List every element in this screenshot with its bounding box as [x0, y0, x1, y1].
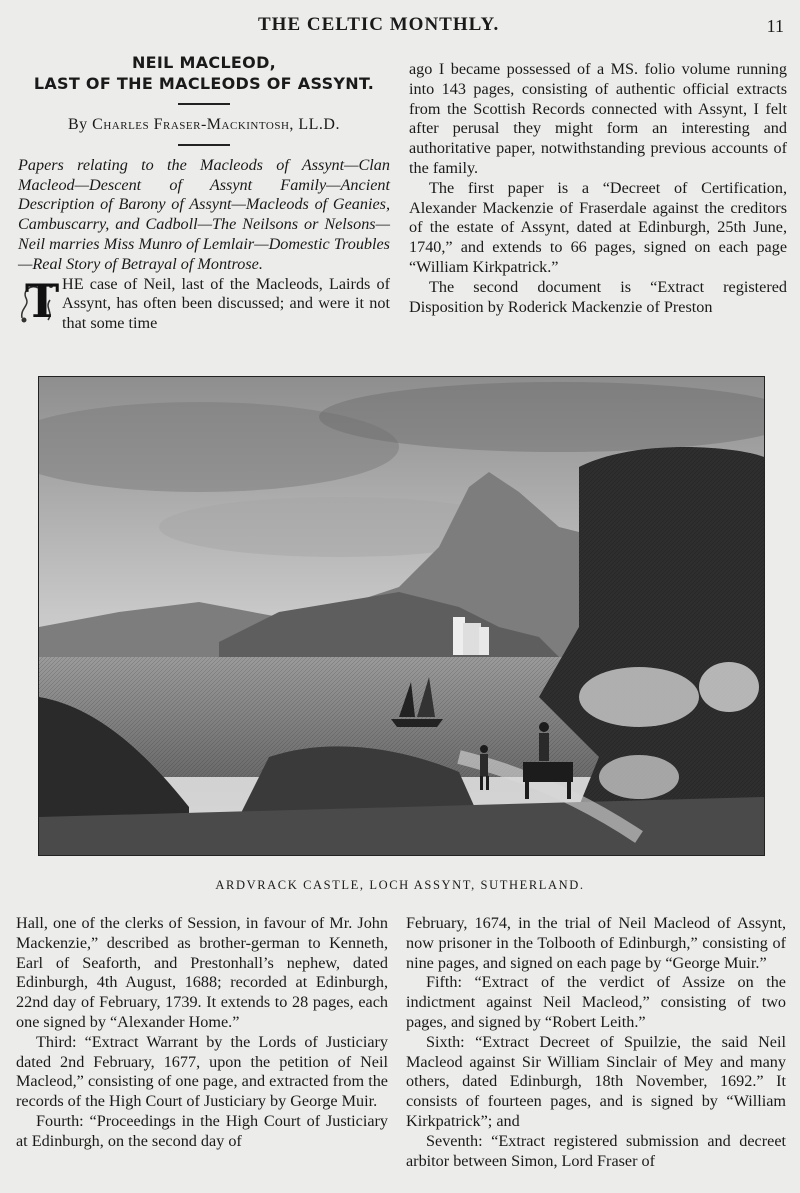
opening-text: HE case of Neil, last of the Macleods, Lairds of Assynt, has often been discussed; and were it not that some time	[62, 274, 390, 333]
right-column-top	[409, 60, 787, 317]
byline-prefix: By	[68, 116, 88, 133]
article-title-line2: LAST OF THE MACLEODS OF ASSYNT.	[33, 74, 375, 93]
paragraph: Third: “Extract Warrant by the Lords of Justiciary dated 2nd February, 1677, upon the petition of Neil Macleod,” consisting of one page, and extracted from the records of the High Court of Justiciary by George Muir.	[16, 1032, 388, 1111]
paragraph: The second document is “Extract registered Disposition by Roderick Mackenzie of Preston	[409, 277, 787, 316]
page-number: 11	[766, 16, 784, 36]
summary-text: Papers relating to the Macleods of Assynt—Clan Macleod—Descent of Assynt Family—Ancient Description of Barony of Assynt—Macleods of Geanies, Cambuscarry, and Cadboll—The Neilsons or Nelsons—Neil marries Miss Munro of Lemlair—Domestic Troubles—Real Story of Betrayal of Montrose.	[18, 155, 390, 273]
running-head	[0, 14, 800, 40]
paragraph: Fourth: “Proceedings in the High Court of Justiciary at Edinburgh, on the second day of	[16, 1111, 388, 1150]
opening-paragraph	[18, 275, 390, 334]
dropcap-letter: T	[25, 273, 60, 328]
article-title	[18, 52, 390, 94]
paragraph: February, 1674, in the trial of Neil Macleod of Assynt, now prisoner in the Tolbooth of Edinburgh,” consisting of nine pages, and signed on each page by “George Muir.”	[406, 914, 786, 972]
paragraph: Seventh: “Extract registered submission and decreet arbitor between Simon, Lord Fraser of	[406, 1131, 786, 1170]
paragraph: The first paper is a “Decreet of Certification, Alexander Mackenzie of Fraserdale against the creditors of the estate of Assynt, dated at Edinburgh, 25th June, 1740,” and extends to 66 pages, signed on each page “William Kirkpatrick.”	[409, 178, 787, 276]
engraving-illustration	[38, 376, 765, 856]
landscape-engraving-icon	[39, 377, 764, 855]
byline-rule	[178, 144, 230, 146]
title-rule	[178, 103, 230, 105]
left-column-bottom	[16, 914, 388, 1152]
paragraph: Hall, one of the clerks of Session, in favour of Mr. John Mackenzie,” described as brother-german to Kenneth, Earl of Seaforth, and Prestonhall’s nephew, dated Edinburgh, 4th August, 1688; recorded at Edinburgh, 22nd day of February, 1739. It extends to 28 pages, each one signed by “Alexander Home.”	[16, 914, 388, 1031]
paragraph: Sixth: “Extract Decreet of Spuilzie, the said Neil Macleod against Sir William Sinclair of Mey and many others, dated Edinburgh, 18th November, 1692.” It consists of fourteen pages, and is signed by “William Kirkpatrick”; and	[406, 1032, 786, 1130]
paragraph: Fifth: “Extract of the verdict of Assize on the indictment against Neil Macleod,” consisting of two pages, and signed by “Robert Leith.”	[406, 973, 786, 1031]
byline-author: Charles Fraser-Mackintosh, LL.D.	[92, 116, 340, 133]
article-title-line1: NEIL MACLEOD,	[131, 53, 277, 72]
right-column-bottom	[406, 914, 786, 1171]
byline	[18, 115, 390, 135]
decorative-initial	[18, 273, 60, 328]
running-title: THE CELTIC MONTHLY.	[258, 14, 500, 35]
paragraph: ago I became possessed of a MS. folio volume running into 143 pages, consisting of authentic official extracts from the Scottish Records connected with Assynt, I felt after perusal they might form an interesting and authoritative paper, notwithstanding previous accounts of the family.	[409, 60, 787, 177]
illustration-caption: ARDVRACK CASTLE, LOCH ASSYNT, SUTHERLAND.	[215, 878, 585, 892]
left-column-top	[18, 52, 390, 334]
article-summary	[18, 156, 390, 275]
